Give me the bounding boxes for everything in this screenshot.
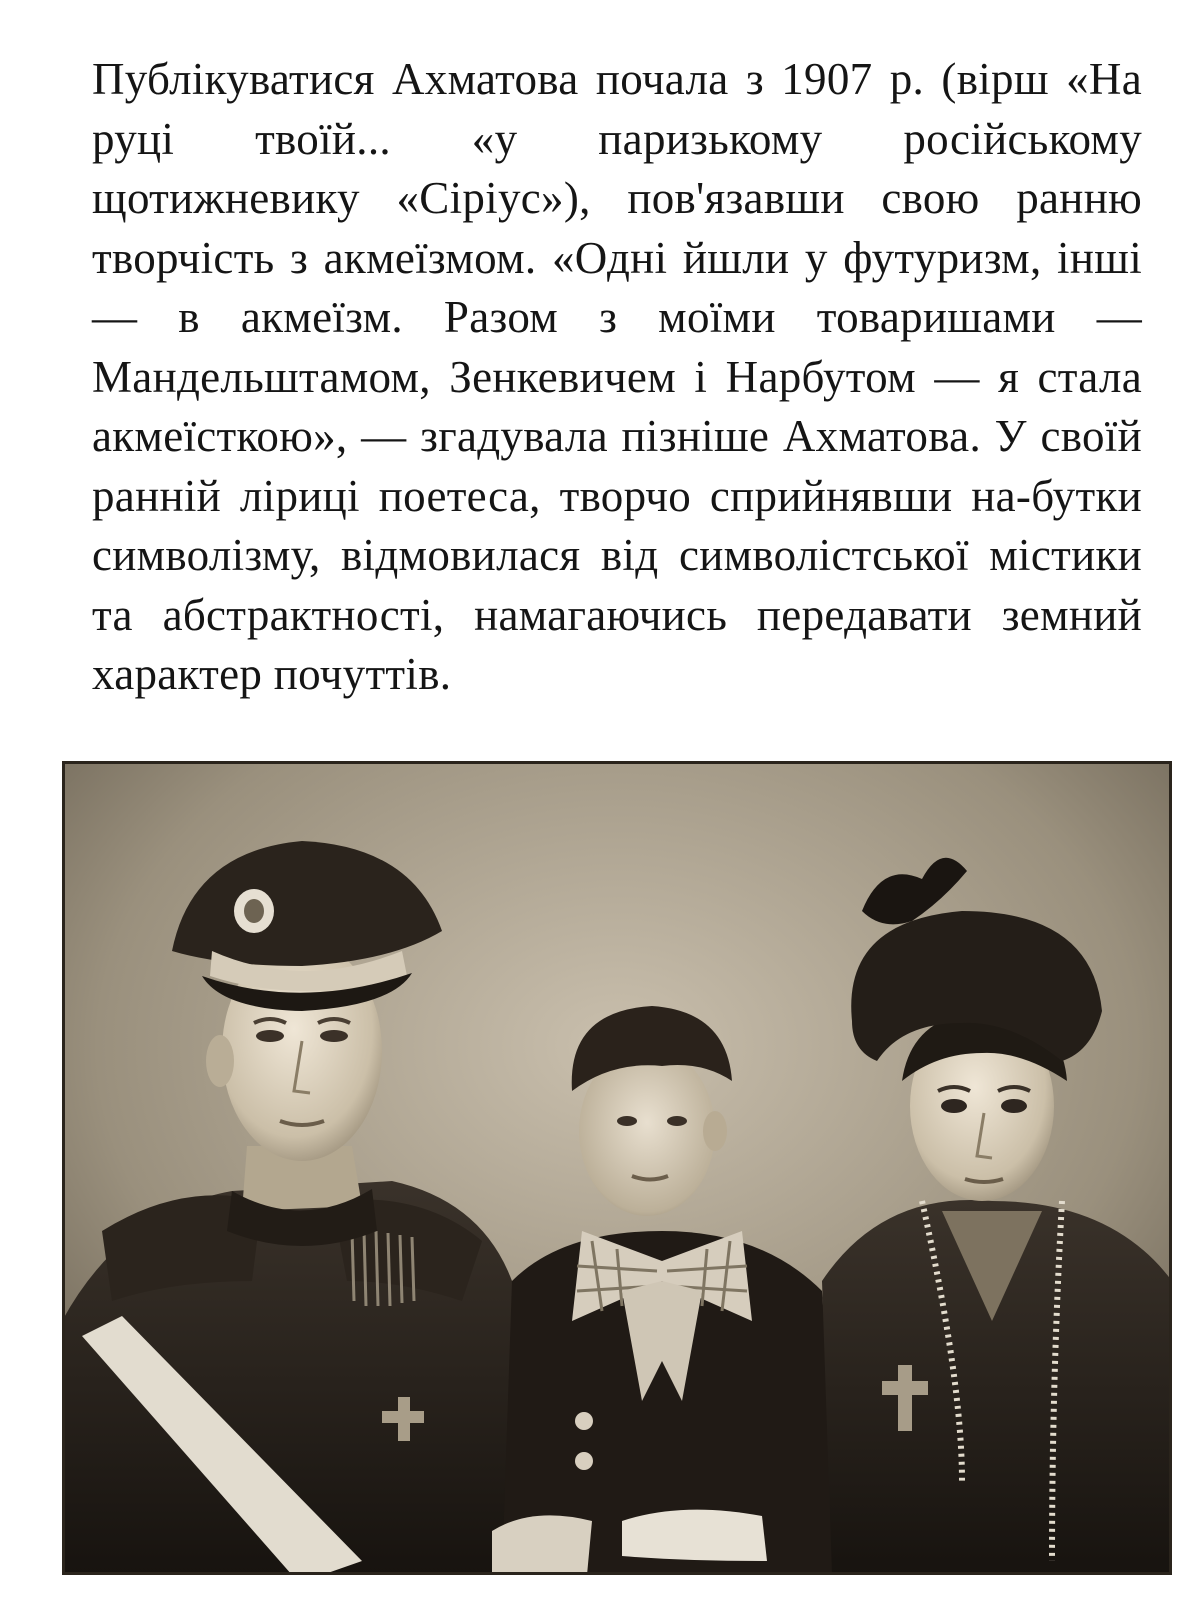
- photograph-drawing: [62, 761, 1172, 1575]
- body-paragraph: Публікуватися Ахматова почала з 1907 р. (вірш «На руці твоїй... «у паризькому російському щотижневику «Сіріус»), пов'язавши свою ранню творчість з акмеїзмом. «Одні йшли у футуризм, інші — в акмеїзм. Разом з моїми товаришами — Мандельштамом, Зенкевичем і Нарбутом — я стала акмеїсткою», — згадувала пізніше Ахматова. У своїй ранній ліриці поетеса, творчо сприйнявши на-бутки символізму, відмовилася від символістської містики та абстрактності, намагаючись передавати земний характер почуттів.: [92, 54, 1142, 699]
- family-photograph: [62, 761, 1172, 1575]
